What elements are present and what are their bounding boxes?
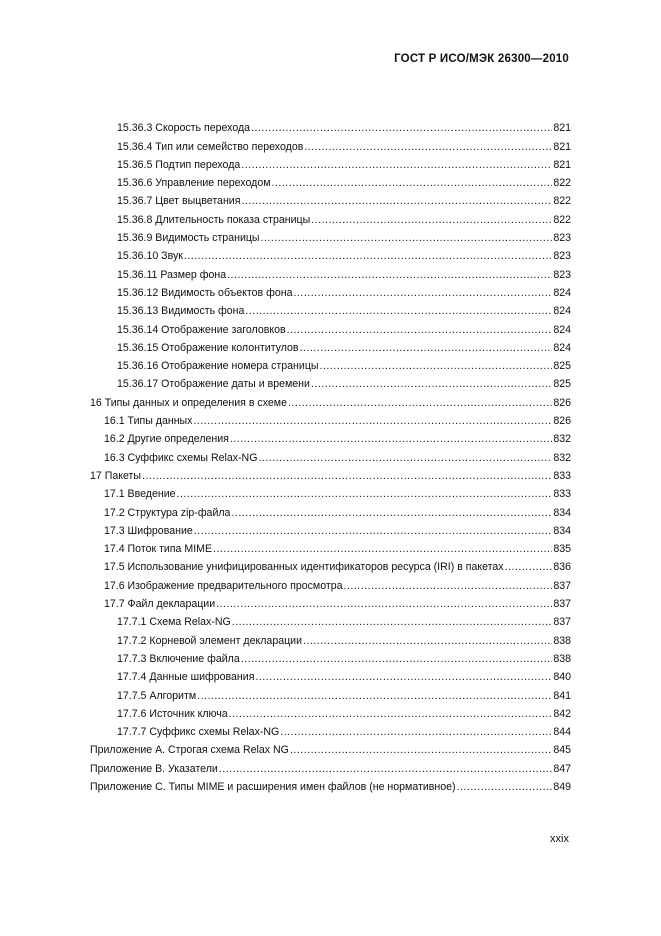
toc-entry [90, 775, 571, 793]
toc-entry-page: 840 [553, 671, 571, 684]
toc-entry-page: 823 [553, 250, 571, 263]
toc-entry-page: 823 [553, 232, 571, 245]
toc-entry-title: 17 Пакеты [90, 469, 141, 482]
toc-entry-page: 826 [553, 396, 571, 409]
toc-leader-dots [255, 671, 552, 683]
toc-entry [90, 647, 571, 665]
toc-leader-dots [219, 763, 553, 775]
toc-entry-page: 844 [553, 726, 571, 739]
toc-entry-page: 822 [553, 177, 571, 190]
page-number: xxix [550, 833, 569, 845]
toc-entry [90, 134, 571, 152]
toc-entry-page: 842 [553, 707, 571, 720]
toc-entry [90, 445, 571, 463]
toc-entry [90, 189, 571, 207]
toc-entry-page: 833 [553, 469, 571, 482]
toc-entry-title: 15.36.11 Размер фона [117, 268, 227, 281]
toc-entry [90, 738, 571, 756]
toc-leader-dots [193, 415, 552, 427]
toc-entry [90, 354, 571, 372]
toc-entry-page: 823 [553, 268, 571, 281]
toc-leader-dots [241, 195, 552, 207]
toc-leader-dots [293, 287, 552, 299]
toc-leader-dots [457, 781, 553, 793]
toc-entry [90, 116, 571, 134]
toc-leader-dots [142, 470, 552, 482]
toc-entry [90, 317, 571, 335]
toc-entry-title: 17.3 Шифрование [104, 524, 193, 537]
toc-entry-page: 822 [553, 195, 571, 208]
toc-leader-dots [245, 305, 552, 317]
toc-leader-dots [216, 598, 552, 610]
toc-entry [90, 628, 571, 646]
toc-leader-dots [184, 250, 552, 262]
toc-entry [90, 519, 571, 537]
toc-entry [90, 610, 571, 628]
toc-entry-page: 824 [553, 286, 571, 299]
toc-entry-title: 17.4 Поток типа MIME [104, 543, 213, 556]
toc-entry-title: 16.2 Другие определения [104, 433, 229, 446]
toc-leader-dots [272, 177, 553, 189]
toc-entry-page: 834 [553, 506, 571, 519]
toc-entry [90, 171, 571, 189]
toc-leader-dots [303, 635, 552, 647]
toc-entry-page: 849 [553, 780, 571, 793]
toc-leader-dots [300, 342, 553, 354]
toc-entry [90, 336, 571, 354]
toc-leader-dots [232, 616, 553, 628]
toc-entry-title: 17.1 Введение [104, 488, 176, 501]
toc-entry-page: 832 [553, 433, 571, 446]
toc-entry-title: 17.7.5 Алгоритм [117, 689, 197, 702]
toc-entry-title: Приложение С. Типы MIME и расширения имен файлов (не нормативное) [90, 780, 456, 793]
toc-leader-dots [311, 214, 552, 226]
toc-entry-page: 841 [553, 689, 571, 702]
toc-entry [90, 207, 571, 225]
toc-leader-dots [304, 141, 552, 153]
toc-entry-title: 15.36.17 Отображение даты и времени [117, 378, 310, 391]
toc-entry-title: 15.36.14 Отображение заголовков [117, 323, 286, 336]
toc-entry [90, 427, 571, 445]
toc-leader-dots [241, 653, 553, 665]
toc-leader-dots [288, 397, 552, 409]
toc-leader-dots [280, 726, 552, 738]
toc-entry-page: 821 [553, 122, 571, 135]
toc-entry-page: 834 [553, 524, 571, 537]
toc-entry-page: 821 [553, 158, 571, 171]
toc-entry-title: 17.7.3 Включение файла [117, 652, 240, 665]
toc-entry-title: 17.7.2 Корневой элемент декларации [117, 634, 303, 647]
toc-entry-title: 16.1 Типы данных [104, 415, 193, 428]
toc-entry-page: 832 [553, 451, 571, 464]
toc-entry-page: 826 [553, 415, 571, 428]
toc-entry-title: 16.3 Суффикс схемы Relax-NG [104, 451, 258, 464]
toc-entry-page: 825 [553, 360, 571, 373]
toc-entry-page: 825 [553, 378, 571, 391]
toc-leader-dots [320, 360, 553, 372]
toc-entry-title: 15.36.10 Звук [117, 250, 183, 263]
toc-entry [90, 482, 571, 500]
toc-entry-title: 15.36.9 Видимость страницы [117, 232, 260, 245]
toc-entry-title: 15.36.15 Отображение колонтитулов [117, 341, 299, 354]
toc-entry-title: 15.36.5 Подтип перехода [117, 158, 241, 171]
toc-leader-dots [177, 488, 553, 500]
toc-entry [90, 372, 571, 390]
toc-entry [90, 409, 571, 427]
toc-entry [90, 262, 571, 280]
toc-entry-page: 824 [553, 341, 571, 354]
toc-entry-title: Приложение В. Указатели [90, 762, 218, 775]
toc-leader-dots [231, 507, 552, 519]
toc-entry [90, 756, 571, 774]
toc-entry-page: 824 [553, 323, 571, 336]
toc-entry [90, 683, 571, 701]
toc-entry-page: 838 [553, 652, 571, 665]
toc-leader-dots [290, 744, 552, 756]
toc-entry-page: 835 [553, 543, 571, 556]
toc-leader-dots [213, 543, 552, 555]
toc-leader-dots [241, 159, 552, 171]
toc-entry [90, 702, 571, 720]
toc-entry-title: 15.36.12 Видимость объектов фона [117, 286, 293, 299]
toc-entry [90, 244, 571, 262]
toc-entry [90, 153, 571, 171]
toc-entry [90, 464, 571, 482]
toc-entry [90, 299, 571, 317]
toc-entry-title: 17.2 Структура zip-файла [104, 506, 231, 519]
toc-entry-page: 833 [553, 488, 571, 501]
toc-entry-title: 15.36.6 Управление переходом [117, 177, 271, 190]
toc-entry-page: 824 [553, 305, 571, 318]
toc-entry-page: 821 [553, 140, 571, 153]
toc-entry-page: 847 [553, 762, 571, 775]
document-header: ГОСТ Р ИСО/МЭК 26300—2010 [394, 53, 569, 65]
toc-entry-page: 845 [553, 744, 571, 757]
toc-entry-page: 837 [553, 579, 571, 592]
toc-leader-dots [229, 708, 553, 720]
toc-entry-page: 838 [553, 634, 571, 647]
toc-entry-page: 837 [553, 598, 571, 611]
toc-entry [90, 281, 571, 299]
toc-entry-title: 17.5 Использование унифицированных идентификаторов ресурса (IRI) в пакетах [104, 561, 504, 574]
toc-entry-title: 17.7 Файл декларации [104, 598, 216, 611]
toc-entry [90, 720, 571, 738]
toc-entry-title: 15.36.16 Отображение номера страницы [117, 360, 319, 373]
toc-leader-dots [194, 525, 553, 537]
toc-entry-title: 17.7.7 Суффикс схемы Relax-NG [117, 726, 280, 739]
toc-leader-dots [230, 433, 552, 445]
toc-entry [90, 537, 571, 555]
toc-leader-dots [505, 561, 553, 573]
toc-entry-title: 15.36.7 Цвет выцветания [117, 195, 241, 208]
toc-leader-dots [251, 122, 552, 134]
toc-entry-title: 15.36.4 Тип или семейство переходов [117, 140, 304, 153]
toc-leader-dots [311, 378, 552, 390]
toc-leader-dots [287, 324, 553, 336]
toc-entry-title: 15.36.8 Длительность показа страницы [117, 213, 311, 226]
toc-entry-title: 17.6 Изображение предварительного просмотра [104, 579, 343, 592]
toc-entry-title: 17.7.1 Схема Relax-NG [117, 616, 231, 629]
toc-leader-dots [197, 690, 552, 702]
toc-entry [90, 573, 571, 591]
toc-leader-dots [261, 232, 553, 244]
toc-entry [90, 500, 571, 518]
toc-entry [90, 390, 571, 408]
toc-entry-page: 836 [553, 561, 571, 574]
toc-leader-dots [227, 269, 552, 281]
toc-entry-title: 16 Типы данных и определения в схеме [90, 396, 287, 409]
toc-leader-dots [258, 452, 552, 464]
toc-entry-title: Приложение А. Строгая схема Relax NG [90, 744, 289, 757]
toc-entry [90, 592, 571, 610]
toc-entry [90, 555, 571, 573]
toc-entry-title: 17.7.4 Данные шифрования [117, 671, 255, 684]
toc-entry-page: 837 [553, 616, 571, 629]
toc-entry-title: 17.7.6 Источник ключа [117, 707, 228, 720]
toc-leader-dots [344, 580, 553, 592]
toc-entry-title: 15.36.13 Видимость фона [117, 305, 245, 318]
toc-entry-title: 15.36.3 Скорость перехода [117, 122, 251, 135]
toc-entry-page: 822 [553, 213, 571, 226]
toc-entry [90, 665, 571, 683]
toc-entry [90, 226, 571, 244]
table-of-contents [90, 116, 571, 793]
